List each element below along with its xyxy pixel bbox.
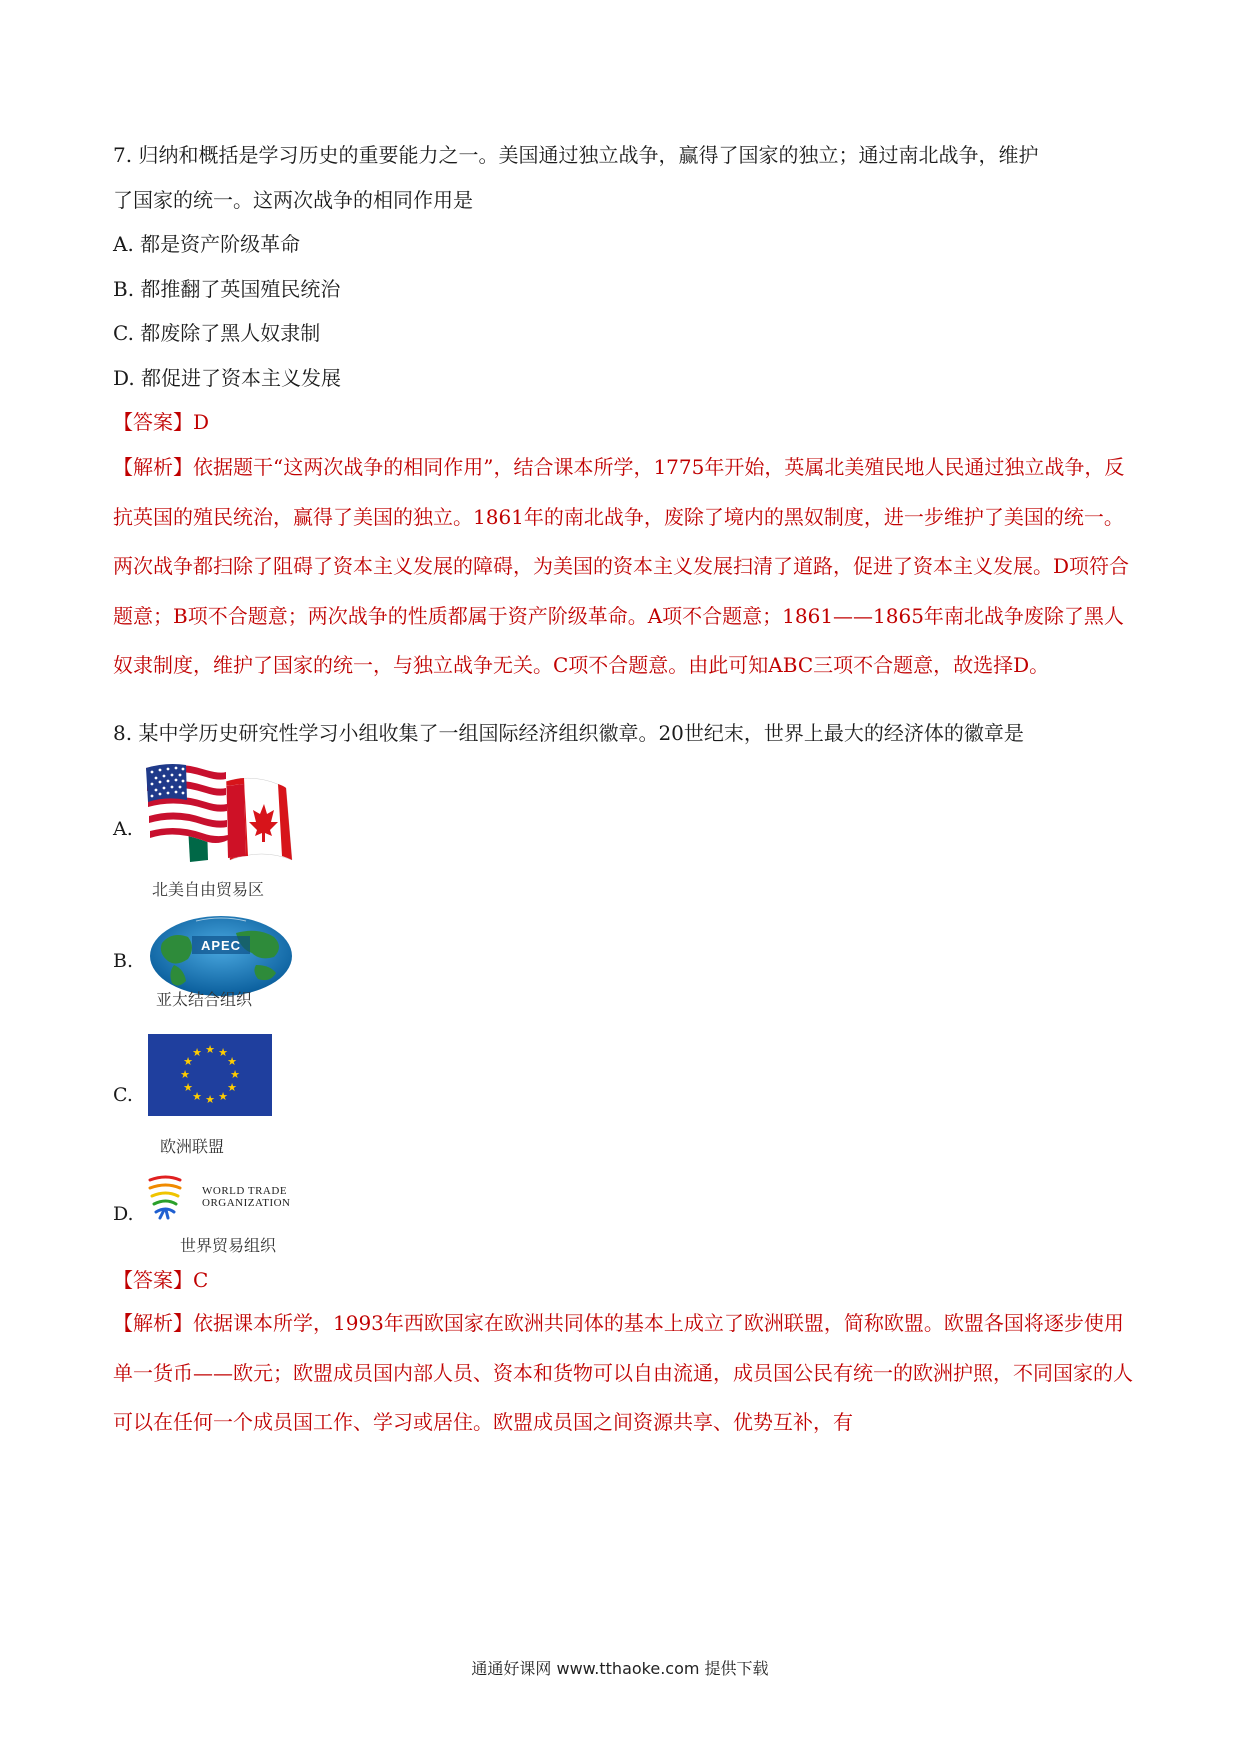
- q7-option-c: C. 都废除了黑人奴隶制: [113, 321, 321, 345]
- q8-analysis-text: 依据课本所学，1993年西欧国家在欧洲共同体的基本上成立了欧洲联盟，简称欧盟。欧盟各国将逐步使用单一货币——欧元；欧盟成员国内部人员、资本和货物可以自由流通，成员国公民有统一的欧洲护照，不同国家的人可以在任何一个成员国工作、学习或居住。欧盟成员国之间资源共享、优势互补，有: [113, 1311, 1133, 1434]
- q8-analysis-tag: 【解析】: [113, 1311, 193, 1335]
- svg-text:★: ★: [218, 1046, 228, 1059]
- usa-flag-icon: [146, 764, 228, 843]
- q8-answer-tag: 【答案】: [113, 1268, 193, 1292]
- apec-logo-text: APEC: [200, 938, 242, 953]
- svg-text:★: ★: [192, 1090, 202, 1103]
- q8-answer: [113, 1268, 208, 1292]
- wto-logo-text-line2: ORGANIZATION: [202, 1197, 291, 1209]
- wto-logo-icon: [150, 1177, 180, 1218]
- q7-option-d: D. 都促进了资本主义发展: [113, 366, 342, 390]
- q7-option-a: A. 都是资产阶级革命: [113, 232, 301, 256]
- q7-answer: [113, 410, 209, 434]
- svg-text:★: ★: [180, 1068, 190, 1081]
- q8-option-d-label: D.: [113, 1203, 134, 1225]
- q8-option-a-caption: 北美自由贸易区: [152, 880, 265, 899]
- wto-emblem: [146, 1172, 306, 1224]
- q8-option-d-caption: 世界贸易组织: [180, 1236, 277, 1255]
- q8-option-c-caption: 欧洲联盟: [160, 1137, 225, 1156]
- q8-answer-value: C: [193, 1268, 209, 1292]
- q8-analysis: [113, 1299, 1133, 1448]
- svg-text:★: ★: [205, 1043, 215, 1056]
- eu-flag-emblem: [148, 1034, 272, 1116]
- q8-option-a-label: A.: [113, 818, 133, 840]
- svg-text:★: ★: [192, 1046, 202, 1059]
- q7-stem-line1: 7. 归纳和概括是学习历史的重要能力之一。美国通过独立战争，赢得了国家的独立；通过南北战争，维护: [113, 143, 1039, 167]
- q8-option-c-label: C.: [113, 1084, 133, 1106]
- svg-text:★: ★: [227, 1055, 237, 1068]
- page-footer: 通通好课网 www.tthaoke.com 提供下载: [471, 1659, 769, 1678]
- q7-analysis-tag: 【解析】: [113, 455, 193, 479]
- q7-answer-tag: 【答案】: [113, 410, 193, 434]
- svg-text:★: ★: [183, 1081, 193, 1094]
- nafta-flags-emblem: [146, 760, 294, 870]
- q7-stem-line2: 了国家的统一。这两次战争的相同作用是: [113, 188, 473, 212]
- q7-answer-value: D: [193, 410, 210, 434]
- svg-text:★: ★: [230, 1068, 240, 1081]
- svg-text:★: ★: [218, 1090, 228, 1103]
- q7-option-b: B. 都推翻了英国殖民统治: [113, 277, 341, 301]
- svg-text:★: ★: [227, 1081, 237, 1094]
- svg-text:★: ★: [183, 1055, 193, 1068]
- q7-analysis-text: 依据题干“这两次战争的相同作用”，结合课本所学，1775年开始，英属北美殖民地人民通过独立战争，反抗英国的殖民统治，赢得了美国的独立。1861年的南北战争，废除了境内的黑奴制度，进一步维护了美国的统一。两次战争都扫除了阻碍了资本主义发展的障碍，为美国的资本主义发展扫清了道路，促进了资本主义发展。D项符合题意；B项不合题意；两次战争的性质都属于资产阶级革命。A项不合题意；1861——1865年南北战争废除了黑人奴隶制度，维护了国家的统一，与独立战争无关。C项不合题意。由此可知ABC三项不合题意，故选择D。: [113, 455, 1130, 677]
- q7-analysis: [113, 443, 1133, 691]
- q8-stem: 8. 某中学历史研究性学习小组收集了一组国际经济组织徽章。20世纪末，世界上最大的经济体的徽章是: [113, 721, 1024, 745]
- wto-logo-text-line1: WORLD TRADE: [202, 1185, 288, 1197]
- q8-option-b-caption: 亚太结合组织: [156, 990, 253, 1009]
- apec-globe-emblem: [148, 913, 294, 999]
- svg-text:★: ★: [205, 1093, 215, 1106]
- q8-option-b-label: B.: [113, 950, 134, 972]
